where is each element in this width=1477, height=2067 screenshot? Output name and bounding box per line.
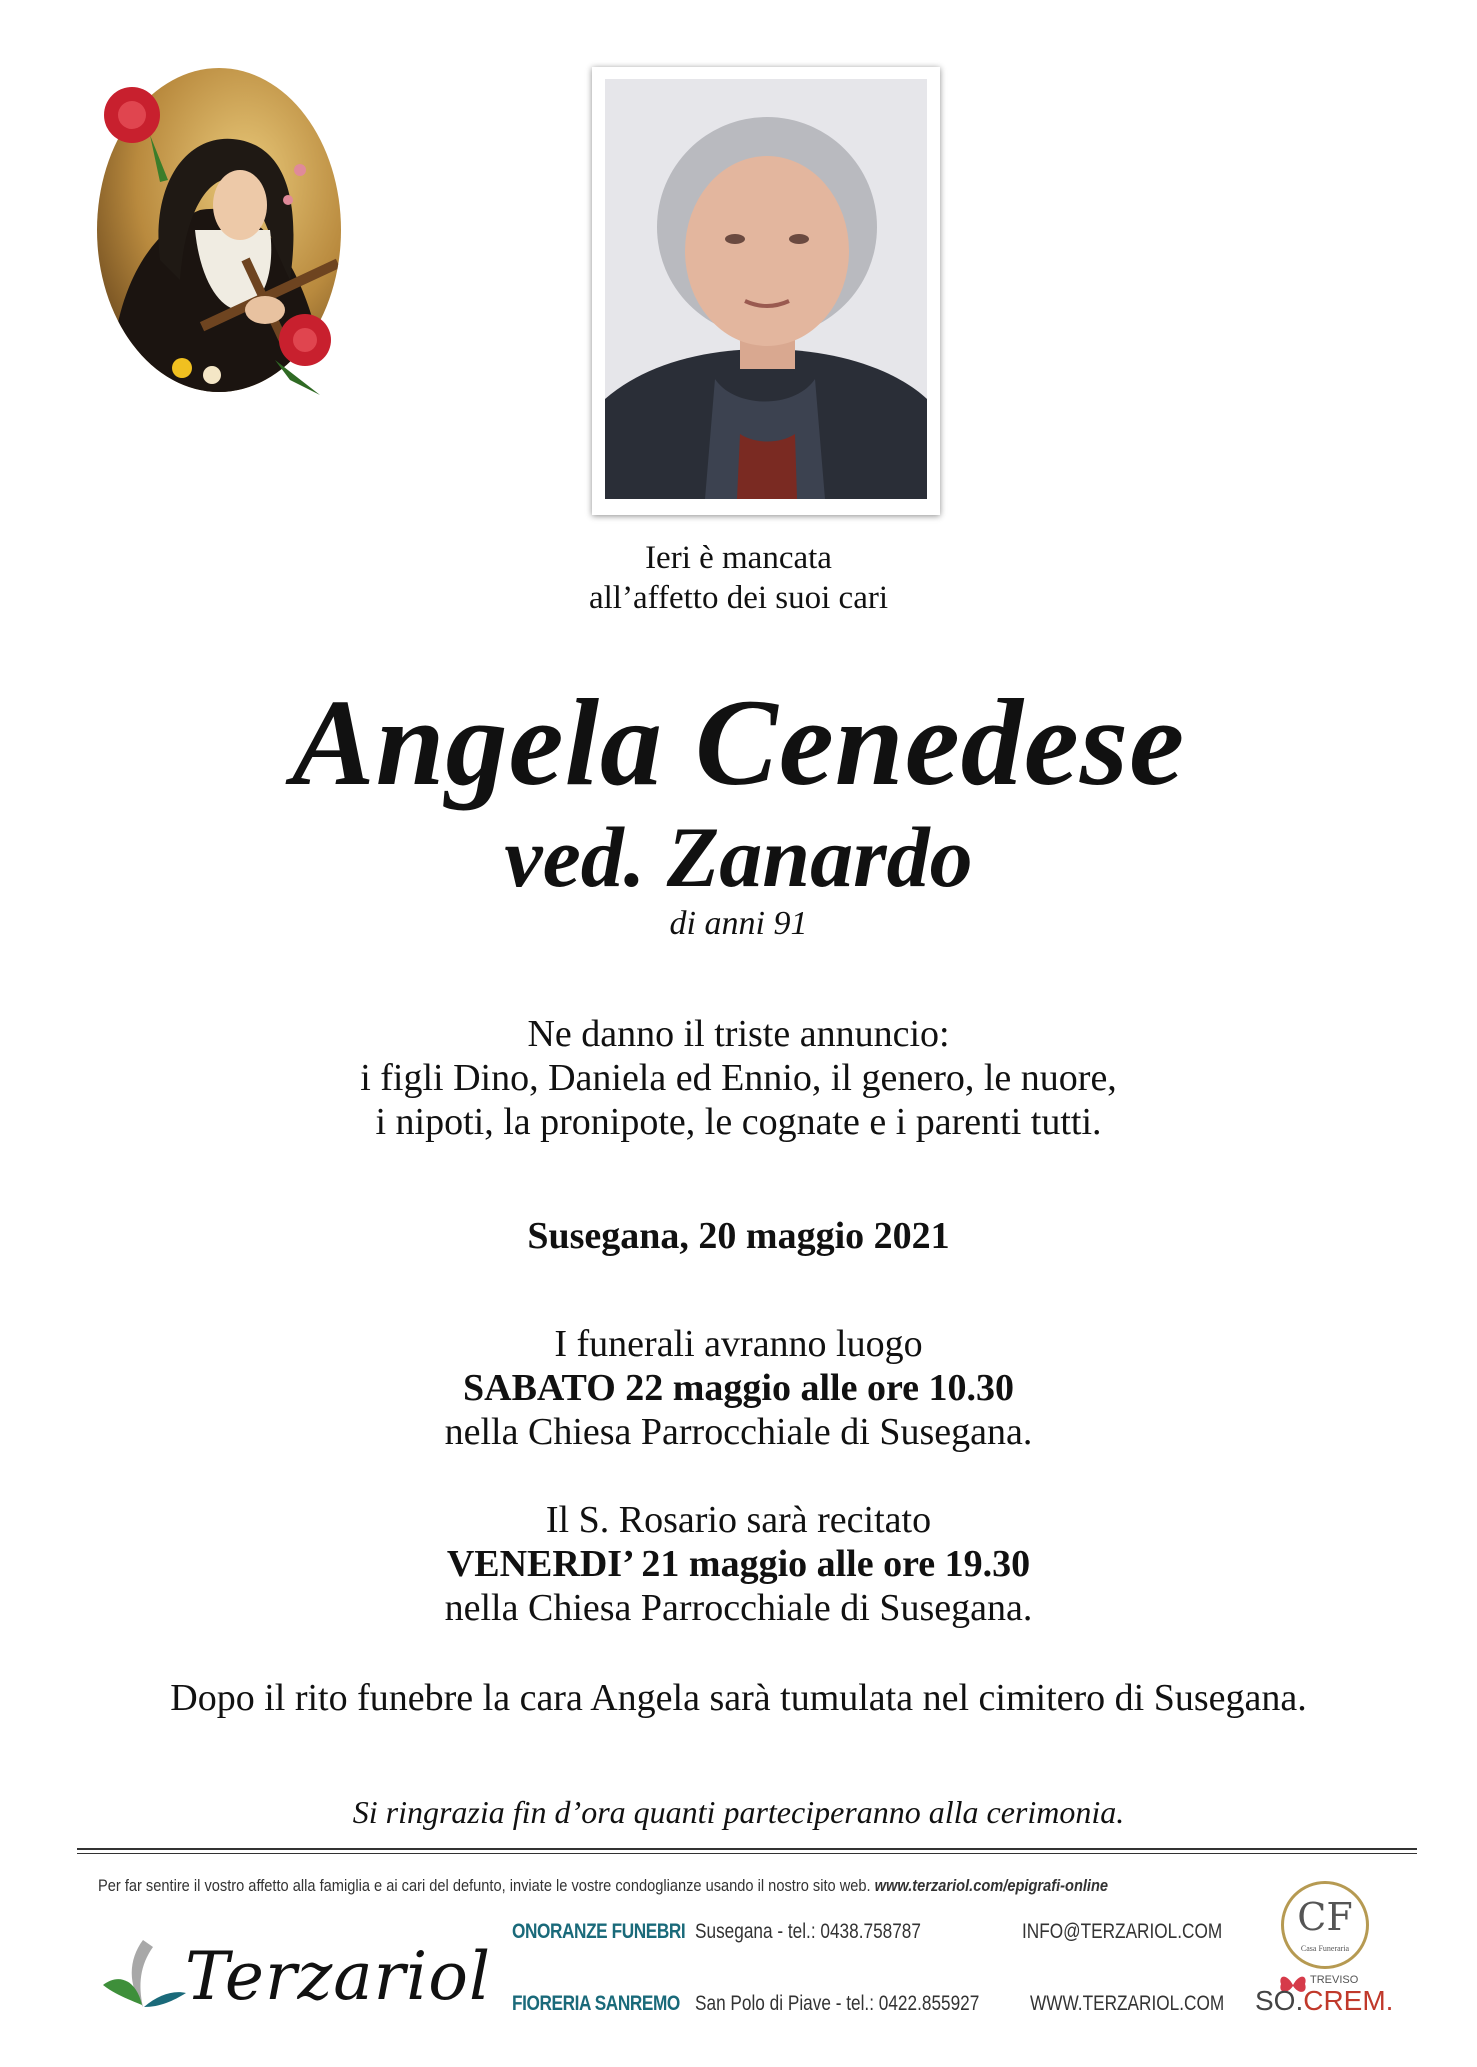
place-date: Susegana, 20 maggio 2021 <box>527 1215 950 1257</box>
condolences-link[interactable]: www.terzariol.com/epigrafi-online <box>874 1876 1109 1895</box>
seal-letters: CF <box>1297 1895 1353 1939</box>
intro-line-2: all’affetto dei suoi cari <box>588 580 888 616</box>
saint-rita-image <box>90 60 348 400</box>
announcement-line-1: Ne danno il triste annuncio: <box>527 1013 950 1055</box>
office-susegana: Susegana - tel.: 0438.758787 <box>695 1920 921 1943</box>
funeral-datetime: SABATO 22 maggio alle ore 10.30 <box>463 1367 1014 1409</box>
rosary-line-1: Il S. Rosario sarà recitato <box>545 1499 932 1541</box>
office-san-polo: San Polo di Piave - tel.: 0422.855927 <box>695 1992 980 2015</box>
brand-logo-text: Terzariol <box>185 1938 492 2015</box>
thanks-text: Si ringrazia fin d’ora quanti parteciperanno alla cerimonia. <box>352 1794 1125 1830</box>
seal-subtitle: Casa Funeraria <box>1300 1944 1350 1953</box>
contact-email[interactable]: INFO@TERZARIOL.COM <box>1022 1920 1223 1943</box>
condolences-note-text: Per far sentire il vostro affetto alla famiglia e ai cari del defunto, inviate le vostre condoglianze usando il nostro sito web. <box>98 1876 871 1895</box>
casa-funeraria-seal <box>1281 1881 1369 1969</box>
funeral-location: nella Chiesa Parrocchiale di Susegana. <box>444 1411 1033 1453</box>
socrem-logo <box>1255 1985 1393 2017</box>
age: di anni 91 <box>669 905 808 942</box>
footer-divider-bottom <box>77 1853 1417 1854</box>
announcement-line-3: i nipoti, la pronipote, le cognate e i parenti tutti. <box>375 1101 1102 1143</box>
rosary-datetime: VENERDI’ 21 maggio alle ore 19.30 <box>446 1543 1031 1585</box>
rosary-location: nella Chiesa Parrocchiale di Susegana. <box>444 1587 1033 1629</box>
funeral-line-1: I funerali avranno luogo <box>554 1323 923 1365</box>
socrem-so: SO. <box>1255 1985 1304 2016</box>
socrem-city: TREVISO <box>1310 1974 1359 1986</box>
footer-divider-top <box>77 1848 1417 1850</box>
burial-text: Dopo il rito funebre la cara Angela sarà tumulata nel cimitero di Susegana. <box>170 1677 1307 1719</box>
service-funeral-home: ONORANZE FUNEBRI <box>512 1920 686 1943</box>
service-florist: FIORERIA SANREMO <box>512 1992 680 2015</box>
intro-line-1: Ieri è mancata <box>645 540 832 576</box>
deceased-name: Angela Cenedese <box>291 674 1186 811</box>
announcement-line-2: i figli Dino, Daniela ed Ennio, il genero, le nuore, <box>360 1057 1117 1099</box>
condolences-note <box>98 1876 1216 1896</box>
contact-website[interactable]: WWW.TERZARIOL.COM <box>1030 1992 1225 2015</box>
portrait-photo-frame <box>592 67 940 515</box>
portrait-photo <box>605 79 927 499</box>
married-name: ved. Zanardo <box>504 809 973 905</box>
leaf-logo-icon <box>98 1935 188 2015</box>
socrem-crem: CREM. <box>1303 1985 1394 2016</box>
